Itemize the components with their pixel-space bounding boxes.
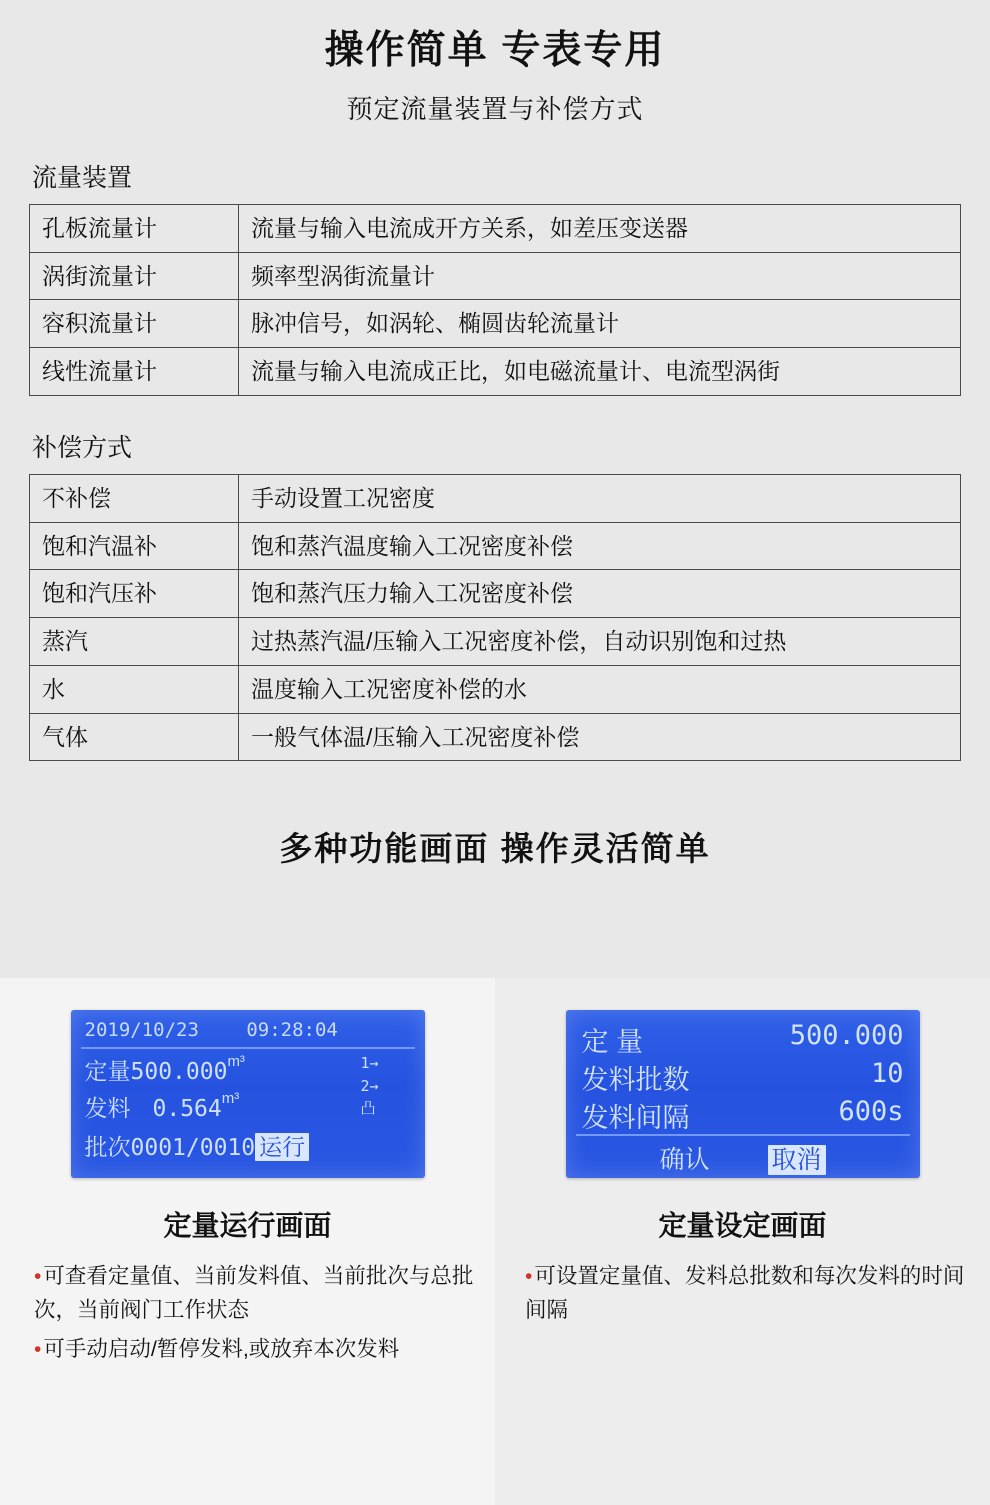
flow-device-desc: 脉冲信号，如涡轮、椭圆齿轮流量计 bbox=[239, 300, 961, 348]
lcd-setup-batchcount-label: 发料批数 bbox=[581, 1065, 690, 1095]
flow-device-desc: 流量与输入电流成开方关系，如差压变送器 bbox=[239, 204, 961, 252]
table-row bbox=[30, 713, 961, 761]
setup-screen-bullets bbox=[495, 1260, 990, 1327]
bullet-text: 可查看定量值、当前发料值、当前批次与总批次，当前阀门工作状态 bbox=[34, 1264, 474, 1322]
bullet-dot-icon: • bbox=[34, 1265, 42, 1288]
lcd-setup-quantity-label: 定 量 bbox=[581, 1027, 644, 1057]
compensation-table bbox=[29, 474, 961, 762]
lcd-batch-label: 批次 bbox=[84, 1134, 131, 1160]
flow-device-name: 容积流量计 bbox=[30, 300, 239, 348]
flow-device-desc: 流量与输入电流成正比，如电磁流量计、电流型涡街 bbox=[239, 348, 961, 396]
table-row bbox=[30, 474, 961, 522]
lcd-dispensed-value: 0.564 bbox=[152, 1096, 222, 1122]
run-screen-title: 定量运行画面 bbox=[163, 1210, 332, 1241]
flow-device-name: 线性流量计 bbox=[30, 348, 239, 396]
table-row bbox=[30, 300, 961, 348]
compensation-name: 蒸汽 bbox=[30, 618, 239, 666]
lcd-batch-value: 0001/0010 bbox=[130, 1135, 256, 1161]
screen-panel-run bbox=[0, 978, 495, 1505]
lcd-display-setup bbox=[566, 1010, 920, 1178]
compensation-desc: 一般气体温/压输入工况密度补偿 bbox=[239, 713, 961, 761]
lcd-display-run bbox=[71, 1010, 425, 1178]
valve-1-indicator: 1→ bbox=[360, 1054, 379, 1072]
compensation-name: 气体 bbox=[30, 713, 239, 761]
compensation-label: 补偿方式 bbox=[32, 433, 133, 462]
lcd-divider bbox=[81, 1047, 415, 1049]
lcd-setup-interval-value[interactable]: 600s bbox=[838, 1096, 904, 1127]
lcd-quantity-unit: m³ bbox=[227, 1053, 245, 1070]
compensation-desc: 温度输入工况密度补偿的水 bbox=[239, 665, 961, 713]
table-row bbox=[30, 252, 961, 300]
lcd-dispensed-label: 发料 bbox=[84, 1095, 131, 1121]
lcd-divider bbox=[576, 1134, 910, 1136]
cancel-button[interactable]: 取消 bbox=[768, 1145, 826, 1175]
lcd-setup-quantity-value[interactable]: 500.000 bbox=[789, 1020, 904, 1051]
list-item bbox=[34, 1333, 477, 1367]
lcd-setup-footer bbox=[566, 1140, 920, 1176]
compensation-name: 水 bbox=[30, 665, 239, 713]
table-row bbox=[30, 570, 961, 618]
confirm-button[interactable]: 确认 bbox=[659, 1146, 710, 1174]
flow-device-label: 流量装置 bbox=[32, 163, 133, 192]
lcd-date: 2019/10/23 bbox=[84, 1019, 199, 1041]
compensation-name: 不补偿 bbox=[30, 474, 239, 522]
lcd-quantity-label: 定量 bbox=[84, 1058, 131, 1084]
page-title: 操作简单 专表专用 bbox=[324, 29, 666, 72]
bullet-text: 可设置定量值、发料总批数和每次发料的时间间隔 bbox=[525, 1264, 965, 1322]
lcd-datetime-row bbox=[85, 1019, 338, 1041]
lcd-valve-indicators bbox=[361, 1052, 419, 1120]
table-row bbox=[30, 618, 961, 666]
list-item bbox=[525, 1260, 972, 1327]
lcd-setup-interval-row bbox=[582, 1096, 904, 1135]
lcd-quantity-value: 500.000 bbox=[130, 1059, 228, 1085]
compensation-desc: 手动设置工况密度 bbox=[239, 474, 961, 522]
flow-device-name: 涡街流量计 bbox=[30, 252, 239, 300]
list-item bbox=[34, 1260, 477, 1327]
table-row bbox=[30, 204, 961, 252]
compensation-name: 饱和汽温补 bbox=[30, 522, 239, 570]
flow-device-table bbox=[29, 204, 961, 396]
valve-2-indicator: 2→ bbox=[360, 1076, 379, 1095]
lcd-setup-batchcount-value[interactable]: 10 bbox=[870, 1058, 904, 1089]
page-subtitle: 预定流量装置与补偿方式 bbox=[346, 93, 644, 124]
table-row bbox=[30, 522, 961, 570]
setup-screen-title: 定量设定画面 bbox=[658, 1210, 827, 1241]
screens-section bbox=[0, 978, 990, 1505]
screen-panel-setup bbox=[495, 978, 990, 1505]
table-row bbox=[30, 665, 961, 713]
lcd-dispensed-row bbox=[85, 1090, 240, 1123]
bullet-dot-icon: • bbox=[34, 1337, 42, 1361]
lcd-time: 09:28:04 bbox=[246, 1019, 338, 1041]
lcd-setup-batchcount-row bbox=[582, 1058, 904, 1097]
run-screen-bullets bbox=[0, 1260, 495, 1366]
lcd-setup-quantity-row bbox=[582, 1020, 904, 1059]
compensation-desc: 过热蒸汽温/压输入工况密度补偿，自动识别饱和过热 bbox=[239, 618, 961, 666]
flow-device-name: 孔板流量计 bbox=[30, 204, 239, 252]
lcd-setup-interval-label: 发料间隔 bbox=[581, 1103, 690, 1133]
lcd-batch-row bbox=[85, 1129, 310, 1162]
bullet-dot-icon: • bbox=[525, 1265, 533, 1288]
valve-3-indicator: 凸 bbox=[360, 1099, 376, 1117]
lcd-run-status-badge[interactable]: 运行 bbox=[255, 1133, 309, 1161]
compensation-name: 饱和汽压补 bbox=[30, 570, 239, 618]
lcd-dispensed-unit: m³ bbox=[221, 1090, 240, 1107]
compensation-desc: 饱和蒸汽压力输入工况密度补偿 bbox=[239, 570, 961, 618]
flow-device-desc: 频率型涡街流量计 bbox=[239, 252, 961, 300]
table-row bbox=[30, 348, 961, 396]
screens-heading: 多种功能画面 操作灵活简单 bbox=[279, 830, 711, 868]
compensation-desc: 饱和蒸汽温度输入工况密度补偿 bbox=[239, 522, 961, 570]
lcd-quantity-row bbox=[85, 1053, 245, 1086]
bullet-text: 可手动启动/暂停发料,或放弃本次发料 bbox=[43, 1336, 400, 1361]
